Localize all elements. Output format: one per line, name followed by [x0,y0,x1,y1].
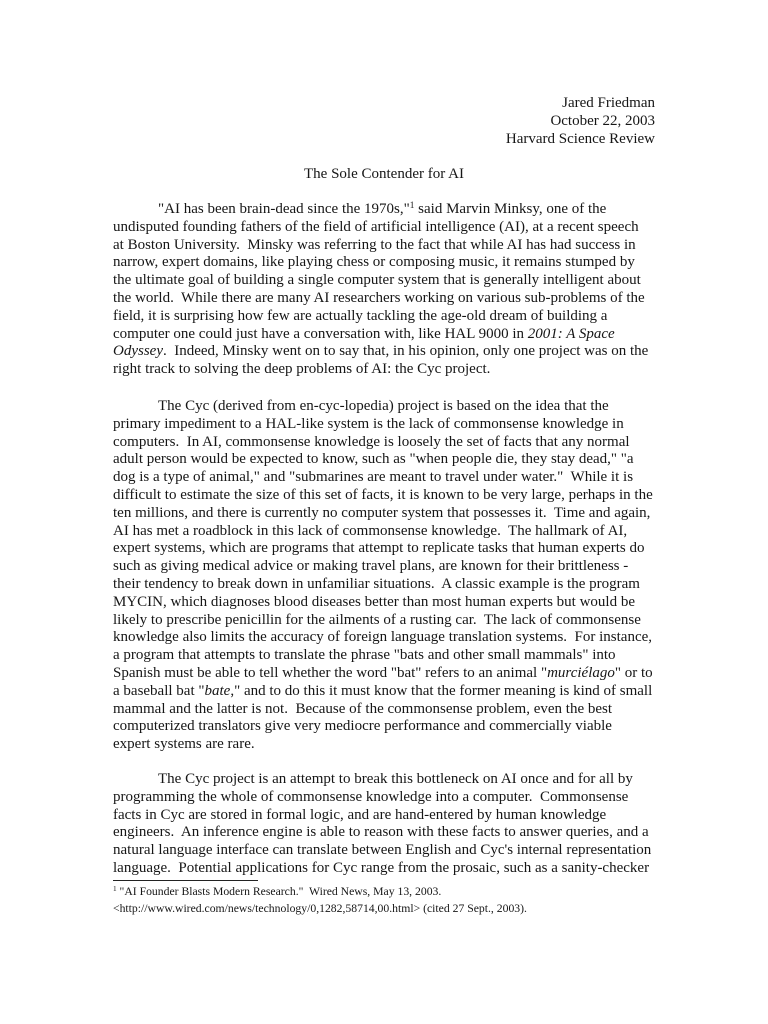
text-span: <http://www.wired.com/news/technology/0,1282,58714,00.html> (cited 27 Sept., 2003). [113,902,527,915]
text-line [113,434,673,452]
italic-text: 2001: A Space [527,325,615,342]
italic-text: bate [204,682,231,699]
text-span: a program that attempts to translate the phrase "bats and other small mammals" into [113,647,616,664]
body-paragraph [113,201,673,379]
text-line [113,629,673,647]
text-line [113,718,673,736]
text-line [113,900,673,917]
text-line [113,308,673,326]
text-line [113,594,673,612]
text-span: field, it is surprising how few are actually tackling the age-old dream of building a [113,307,608,324]
text-span: likely to prescribe penicillin for the ailments of a rusting car. The lack of commonsense [113,611,641,628]
italic-text: Odyssey [113,343,163,360]
text-span: difficult to estimate the size of this set of facts, it is known to be very large, perhaps in the [113,486,653,503]
text-line [113,487,673,505]
text-line [113,807,673,825]
text-span: expert systems are rare. [113,736,255,753]
text-span: at Boston University. Minsky was referring to the fact that while AI has had success in [113,236,636,253]
text-span: computer one could just have a conversation with, like HAL 9000 in [113,325,528,342]
text-span: computers. In AI, commonsense knowledge is loosely the set of facts that any normal [113,433,630,450]
text-span: AI has met a roadblock in this lack of commonsense knowledge. The hallmark of AI, [113,522,628,539]
text-line [113,219,673,237]
text-line [113,824,673,842]
text-span: mammal and the latter is not. Because of the commonsense problem, even the best [113,700,613,717]
text-span: expert systems, which are programs that attempt to replicate tasks that human experts do [113,540,645,557]
text-span: the ultimate goal of building a single computer system that is generally intelligent about [113,272,641,289]
text-line [113,842,673,860]
text-line [113,558,673,576]
text-line [113,361,673,379]
text-line [113,789,673,807]
text-span: The Cyc (derived from en-cyc-lopedia) project is based on the idea that the [158,398,609,414]
text-span: their tendency to break down in unfamiliar situations. A classic example is the program [113,575,640,592]
text-line [113,343,673,361]
text-line [113,254,673,272]
text-span: undisputed founding fathers of the field of artificial intelligence (AI), at a recent speech [113,218,639,235]
text-span: dog is a type of animal," and "submarines are meant to travel under water." While it is [113,469,634,486]
text-span: right track to solving the deep problems of AI: the Cyc project. [113,361,491,378]
text-span: ten millions, and there is currently no computer system that possesses it. Time and again, [113,504,651,521]
text-line [113,272,673,290]
text-line [113,683,673,701]
text-span: narrow, expert domains, like playing chess or composing music, it remains stumped by [113,254,635,271]
text-span: engineers. An inference engine is able to reason with these facts to answer queries, and a [113,824,649,841]
body-paragraph [113,771,673,878]
text-span: language. Potential applications for Cyc range from the prosaic, such as a sanity-checker [113,859,650,876]
text-line [113,771,673,789]
footnote-rule [113,880,258,881]
text-line [113,201,673,219]
text-span: . Indeed, Minsky went on to say that, in his opinion, only one project was on the [162,343,649,360]
text-line [113,665,673,683]
text-span: said Marvin Minksy, one of the [414,201,607,217]
text-line [113,701,673,719]
text-line [113,612,673,630]
text-span: The Cyc project is an attempt to break this bottleneck on AI once and for all by [158,771,633,787]
text-line [113,416,673,434]
text-line [113,647,673,665]
document-date: October 22, 2003 [550,113,655,129]
text-span: "AI Founder Blasts Modern Research." Wired News, May 13, 2003. [116,885,442,898]
text-span: ," and to do this it must know that the former meaning is kind of small [230,682,653,699]
text-line [113,290,673,308]
text-span: the world. While there are many AI researchers working on various sub-problems of the [113,289,645,306]
text-span: adult person would be expected to know, such as "when people die, they stay dead," "a [113,451,634,468]
text-line [113,326,673,344]
footnote-marker: 1 [113,885,117,894]
author-name: Jared Friedman [562,95,655,111]
text-span: natural language interface can translate between English and Cyc's internal representation [113,842,652,859]
text-span: knowledge also limits the accuracy of foreign language translation systems. For instance, [113,629,653,646]
text-line [113,736,673,754]
text-span: Spanish must be able to tell whether the word "bat" refers to an animal " [113,664,548,681]
text-span: facts in Cyc are stored in formal logic, and are hand-entered by human knowledge [113,806,607,823]
text-line [113,237,673,255]
text-line [113,505,673,523]
text-span: a baseball bat " [113,682,205,699]
text-line [113,540,673,558]
italic-text: murciélago [547,664,615,681]
text-line [113,860,673,878]
text-line [113,523,673,541]
text-span: " or to [614,664,653,681]
text-line [113,451,673,469]
publication-name: Harvard Science Review [505,131,655,147]
text-line [113,469,673,487]
text-line [113,576,673,594]
text-span: "AI has been brain-dead since the 1970s," [158,201,410,217]
page-title: The Sole Contender for AI [304,166,464,182]
text-line [113,883,673,900]
footnote-marker: 1 [409,201,415,212]
text-span: programming the whole of commonsense knowledge into a computer. Commonsense [113,788,629,805]
header-block [113,94,655,148]
text-span: MYCIN, which diagnoses blood diseases better than most human experts but would be [113,593,635,610]
text-span: primary impediment to a HAL-like system is the lack of commonsense knowledge in [113,415,624,432]
body-paragraph [113,398,673,754]
text-span: computerized translators give very mediocre performance and commercially viable [113,718,612,735]
footnote [113,883,673,917]
text-line [113,398,673,416]
text-span: such as giving medical advice or making travel plans, are known for their brittleness - [113,558,629,575]
